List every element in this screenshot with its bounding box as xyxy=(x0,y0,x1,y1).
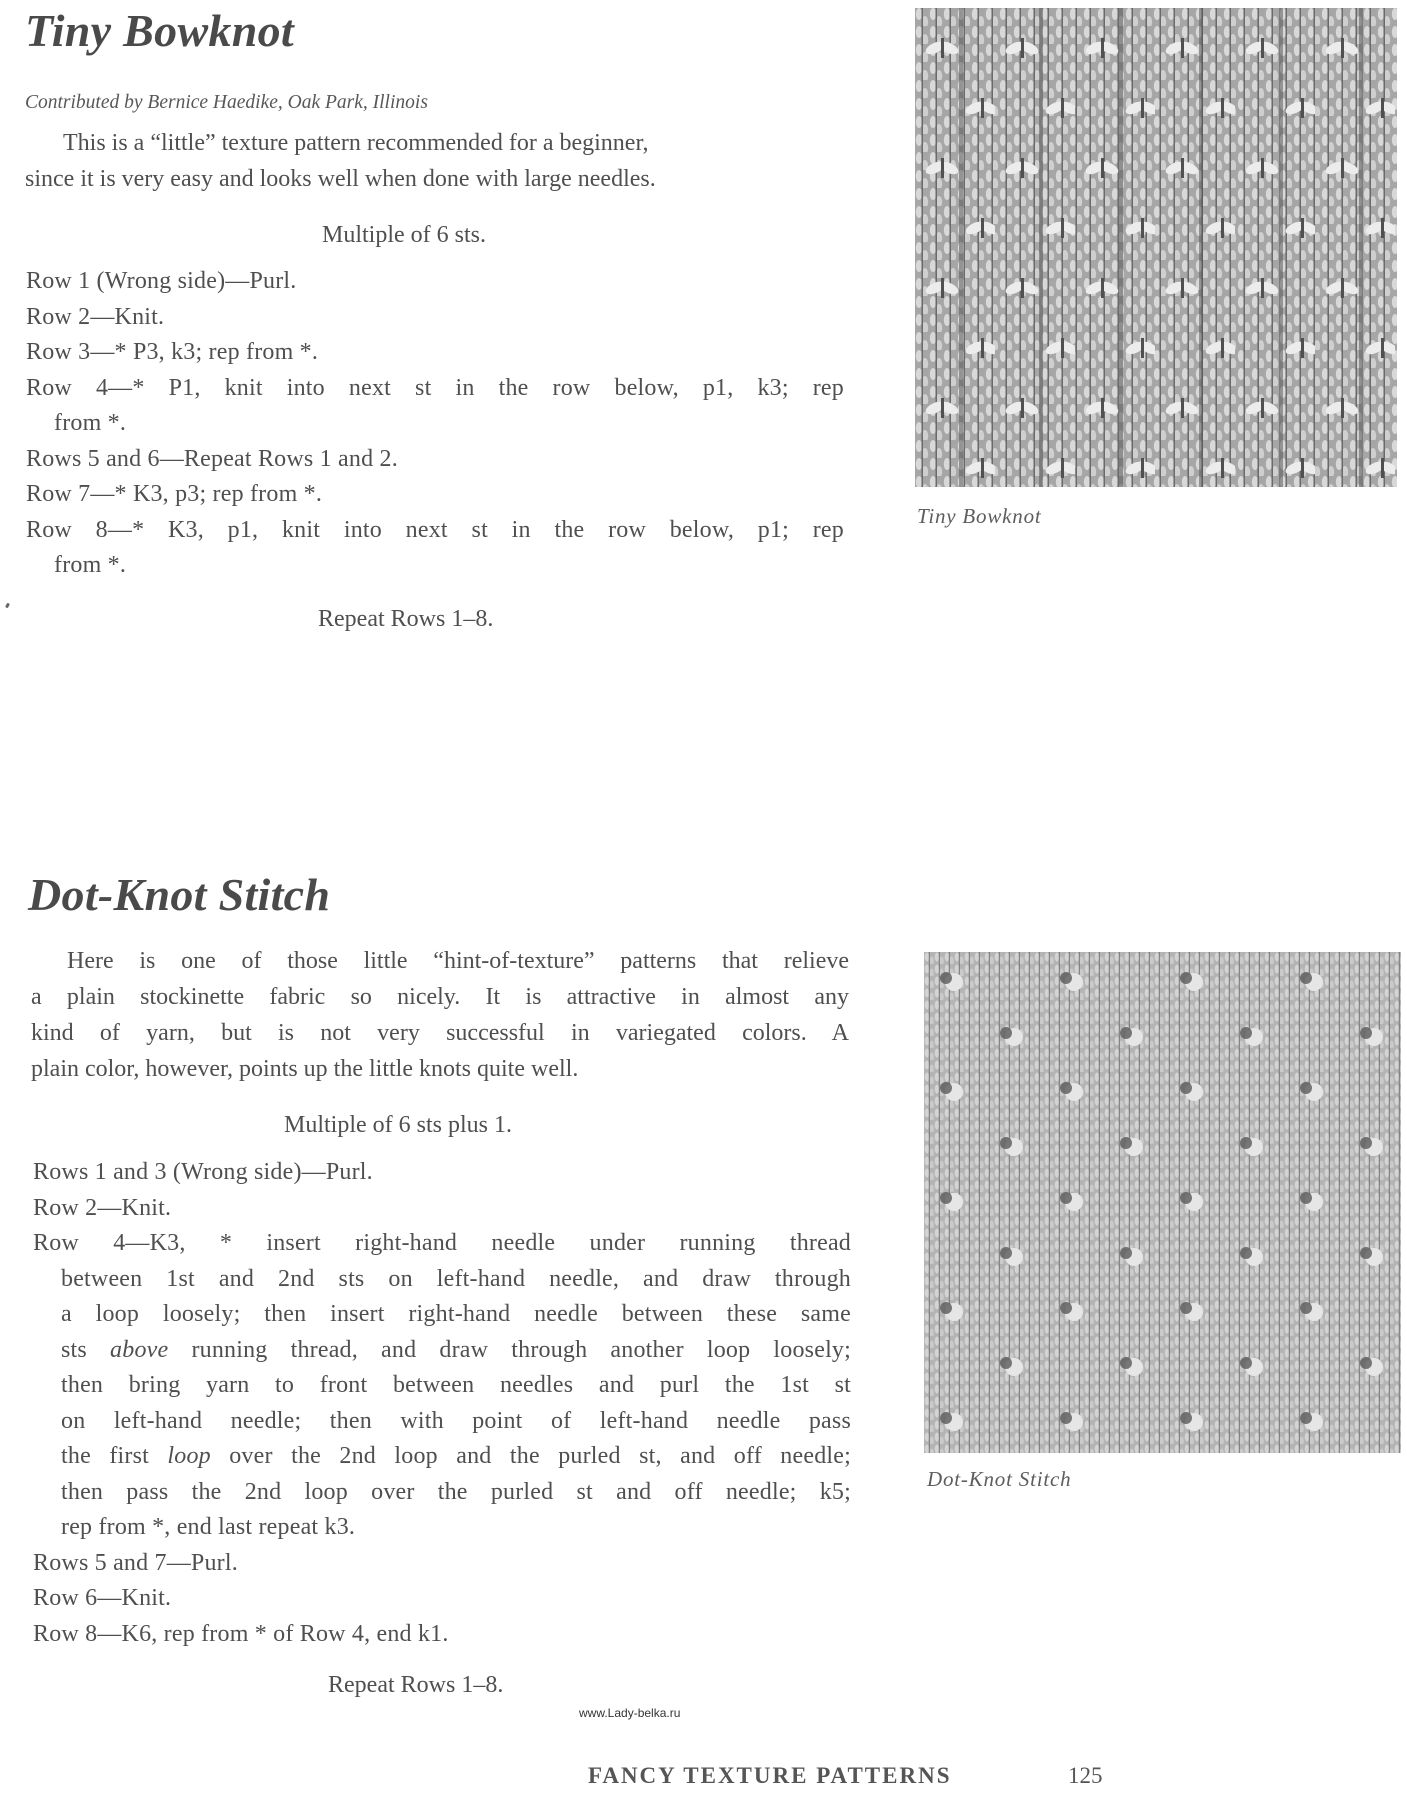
photo-caption: Dot-Knot Stitch xyxy=(927,1467,1072,1491)
row-instructions xyxy=(33,1159,851,1656)
swatch-photo-tiny-bowknot xyxy=(915,8,1397,487)
row-instruction-continued: between 1st and 2nd sts on left-hand needle, and draw through xyxy=(61,1265,851,1292)
swatch-photo-dot-knot xyxy=(924,952,1401,1453)
row-instruction-continued: rep from *, end last repeat k3. xyxy=(61,1514,356,1540)
knit-texture-image xyxy=(924,952,1401,1453)
row-text: the first xyxy=(61,1443,168,1469)
emphasis-text: loop xyxy=(167,1443,211,1469)
row-instruction: Row 6—Knit. xyxy=(33,1585,172,1611)
row-text: sts xyxy=(61,1336,111,1363)
contributor-credit: Contributed by Bernice Haedike, Oak Park, Illinois xyxy=(25,92,428,113)
row-instruction-continued: on left-hand needle; then with point of left-hand needle pass xyxy=(61,1407,851,1434)
emphasis-text: above xyxy=(110,1336,169,1363)
row-text: running thread, and draw through another loop loosely; xyxy=(168,1336,851,1363)
row-instructions xyxy=(26,268,844,588)
intro-line: plain color, however, points up the little knots quite well. xyxy=(31,1056,579,1082)
row-instruction: Rows 5 and 7—Purl. xyxy=(33,1549,238,1576)
watermark-link[interactable]: www.Lady-belka.ru xyxy=(579,1706,681,1720)
row-instruction: Row 2—Knit. xyxy=(26,303,165,330)
row-instruction: Row 3—* P3, k3; rep from *. xyxy=(26,339,319,365)
row-instruction: Row 2—Knit. xyxy=(33,1194,172,1221)
intro-line: a plain stockinette fabric so nicely. It is attractive in almost any xyxy=(31,984,849,1010)
row-instruction-continued: from *. xyxy=(54,410,127,436)
row-instruction: Rows 5 and 6—Repeat Rows 1 and 2. xyxy=(26,445,398,472)
intro-paragraph xyxy=(25,130,847,202)
intro-text: since it is very easy and looks well when done with large needles. xyxy=(25,166,656,192)
row-instruction-continued: a loop loosely; then insert right-hand needle between these same xyxy=(61,1301,851,1327)
row-instruction: Row 8—K6, rep from * of Row 4, end k1. xyxy=(33,1620,449,1647)
stitch-multiple: Multiple of 6 sts. xyxy=(322,222,487,248)
intro-line xyxy=(31,948,849,984)
photo-caption: Tiny Bowknot xyxy=(917,504,1042,528)
row-instruction: Row 1 (Wrong side)—Purl. xyxy=(26,268,297,294)
scan-speck xyxy=(5,603,10,609)
intro-line: kind of yarn, but is not very successful in variegated colors. A xyxy=(31,1020,849,1046)
row-instruction: Row 4—K3, * insert right-hand needle under running thread xyxy=(33,1230,851,1256)
running-footer: FANCY TEXTURE PATTERNS xyxy=(588,1763,952,1788)
row-instruction: Row 4—* P1, knit into next st in the row below, p1, k3; rep xyxy=(26,374,844,401)
repeat-note: Repeat Rows 1–8. xyxy=(318,606,494,632)
intro-line xyxy=(25,166,847,202)
pattern-title: Dot-Knot Stitch xyxy=(28,869,331,920)
row-instruction-continued xyxy=(33,1443,851,1479)
row-instruction: Row 7—* K3, p3; rep from *. xyxy=(26,481,323,507)
pattern-title: Tiny Bowknot xyxy=(25,5,294,56)
row-instruction: Row 8—* K3, p1, knit into next st in the row below, p1; rep xyxy=(26,516,844,543)
repeat-note: Repeat Rows 1–8. xyxy=(328,1672,504,1698)
knit-texture-image xyxy=(915,8,1397,487)
intro-text: Here is one of those little “hint-of-texture” patterns that relieve xyxy=(67,948,849,974)
stitch-multiple: Multiple of 6 sts plus 1. xyxy=(284,1112,513,1138)
page-number: 125 xyxy=(1068,1763,1103,1788)
row-instruction-continued xyxy=(33,1337,851,1373)
intro-line xyxy=(25,130,847,166)
row-text: over the 2nd loop and the purled st, and off needle; xyxy=(210,1443,851,1469)
intro-paragraph xyxy=(31,948,849,1092)
row-instruction-continued: then pass the 2nd loop over the purled st and off needle; k5; xyxy=(61,1478,851,1505)
row-instruction: Rows 1 and 3 (Wrong side)—Purl. xyxy=(33,1159,373,1185)
row-instruction-continued: from *. xyxy=(54,552,127,578)
row-instruction-continued: then bring yarn to front between needles and purl the 1st st xyxy=(61,1372,851,1398)
intro-text: This is a “little” texture pattern recommended for a beginner, xyxy=(63,130,649,156)
